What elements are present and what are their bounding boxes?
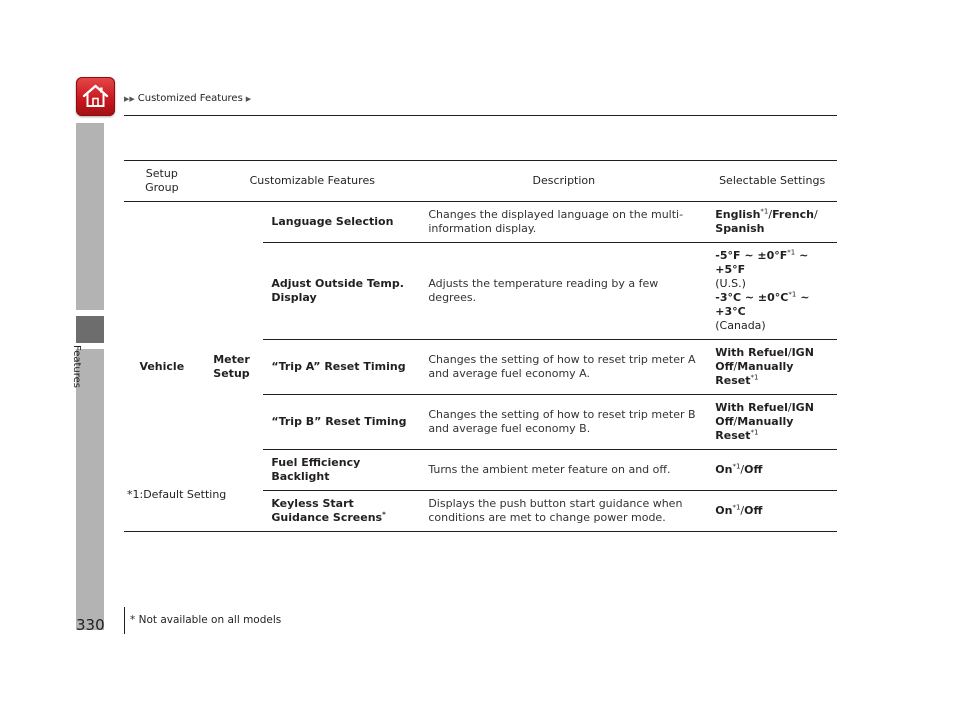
home-button[interactable] [76,77,115,116]
page-number: 330 [76,616,105,634]
side-tab-active[interactable] [76,316,104,343]
feature-name: “Trip A” Reset Timing [263,340,420,395]
header-rule [124,115,837,116]
side-tab-upper [76,123,104,310]
group-vehicle: Vehicle [124,202,200,532]
selectable-settings: On$^{*1}$/Off [707,450,837,491]
selectable-settings: English$^{*1}$/French/ Spanish [707,202,837,243]
breadcrumb-link[interactable]: Customized Features [137,93,243,104]
customizable-features-table [124,160,837,532]
feature-name: Language Selection [263,202,420,243]
availability-footnote: * Not available on all models [130,614,282,626]
group-meter-setup: Meter Setup [200,202,264,532]
breadcrumb-arrow-icon: ▶▶ [124,94,135,103]
breadcrumb [124,93,251,104]
selectable-settings: On$^{*1}$/Off [707,491,837,532]
feature-name: Fuel Efficiency Backlight [263,450,420,491]
feature-description: Turns the ambient meter feature on and off. [420,450,707,491]
header-description: Description [420,161,707,202]
breadcrumb-arrow-icon: ▶ [245,94,252,103]
header-selectable-settings: Selectable Settings [707,161,837,202]
feature-description: Changes the setting of how to reset trip meter A and average fuel economy A. [420,340,707,395]
selectable-settings: With Refuel/IGN Off/Manually Reset$^{*1}$ [707,395,837,450]
selectable-settings: With Refuel/IGN Off/Manually Reset$^{*1}$ [707,340,837,395]
feature-description: Adjusts the temperature reading by a few degrees. [420,243,707,340]
footnote-rule [124,607,125,634]
feature-description: Changes the setting of how to reset trip meter B and average fuel economy B. [420,395,707,450]
feature-name: “Trip B” Reset Timing [263,395,420,450]
side-tab-lower [76,349,104,630]
side-tab-label: Features [71,345,82,388]
feature-name: Keyless Start Guidance Screens* [263,491,420,532]
selectable-settings: -5°F ~ $\pm 0^\circ F^{*1}$ ~ +5°F (U.S.) -3°C ~ $\pm 0^\circ C^{*1}$ ~ +3°C (Canada) [707,243,837,340]
default-setting-note: *1:Default Setting [127,488,227,501]
home-icon [81,82,110,111]
header-setup-group: Setup Group [124,161,200,202]
feature-name: Adjust Outside Temp. Display [263,243,420,340]
feature-description: Displays the push button start guidance when conditions are met to change power mode. [420,491,707,532]
feature-description: Changes the displayed language on the multi-information display. [420,202,707,243]
header-customizable-features: Customizable Features [200,161,421,202]
